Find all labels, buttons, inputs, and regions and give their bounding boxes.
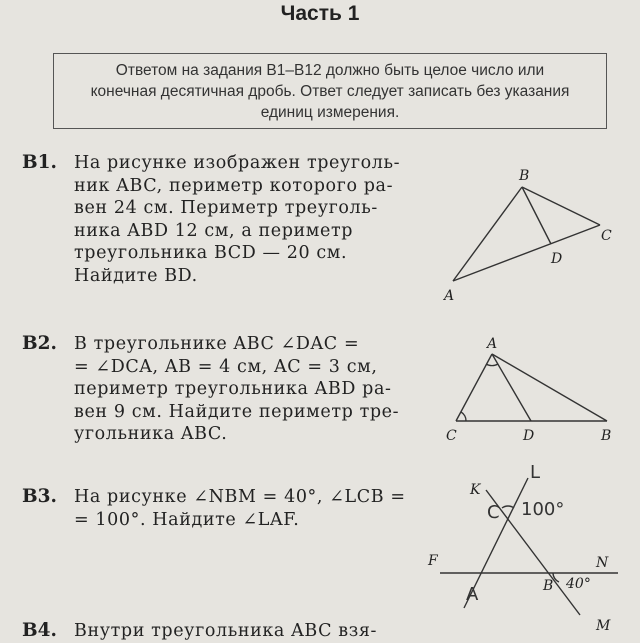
vertex-label: D bbox=[523, 428, 535, 444]
problem-line: Найдите BD. bbox=[74, 265, 198, 286]
problem-number: B3. bbox=[22, 486, 57, 507]
problem-number: B2. bbox=[22, 333, 57, 354]
problem-line: На рисунке ∠NBM = 40°, ∠LCB = bbox=[74, 487, 406, 507]
instructions-line: Ответом на задания В1–В12 должно быть целое число или bbox=[115, 62, 545, 79]
point-label: N bbox=[596, 555, 609, 571]
point-label: K bbox=[470, 482, 481, 498]
problem-line: Внутри треугольника ABC взя- bbox=[74, 621, 378, 641]
problem-line: На рисунке изображен треуголь- bbox=[74, 153, 401, 173]
problem-line: = ∠DCA, AB = 4 см, AC = 3 см, bbox=[74, 356, 378, 377]
vertex-label: C bbox=[446, 428, 457, 444]
problem-line: периметр треугольника ABD ра- bbox=[74, 379, 392, 399]
vertex-label: A bbox=[487, 336, 498, 352]
point-label: B bbox=[543, 578, 554, 594]
angle-label: 100° bbox=[521, 499, 565, 520]
page-title: Часть 1 bbox=[280, 2, 360, 25]
point-label: M bbox=[596, 618, 611, 634]
vertex-label: B bbox=[601, 428, 612, 444]
problem-text bbox=[74, 620, 377, 643]
vertex-label: A bbox=[444, 288, 455, 304]
point-label: C bbox=[487, 502, 500, 523]
problem-line: вен 9 см. Найдите периметр тре- bbox=[74, 401, 400, 422]
angle-mark-c bbox=[502, 506, 514, 508]
problem-number: B1. bbox=[22, 152, 57, 173]
angle-label: 40° bbox=[566, 576, 591, 592]
point-label: A bbox=[466, 584, 479, 605]
instructions-line: единиц измерения. bbox=[260, 104, 400, 121]
instructions-line: конечная десятичная дробь. Ответ следует записать без указания bbox=[90, 83, 570, 100]
problem-line: треугольника BCD — 20 см. bbox=[74, 243, 348, 263]
point-label: F bbox=[428, 553, 438, 569]
vertex-label: D bbox=[551, 251, 563, 267]
problem-line: ника ABD 12 см, а периметр bbox=[74, 220, 354, 241]
problem-line: угольника ABC. bbox=[74, 424, 228, 444]
problem-line: ник ABC, периметр которого ра- bbox=[74, 175, 394, 196]
problem-line: В треугольнике ABC ∠DAC = bbox=[74, 334, 360, 354]
point-label: L bbox=[530, 462, 541, 483]
vertex-label: C bbox=[601, 228, 612, 244]
problem-number: B4. bbox=[22, 620, 57, 641]
vertex-label: B bbox=[519, 168, 530, 184]
problem-line: = 100°. Найдите ∠LAF. bbox=[74, 509, 300, 530]
problem-line: вен 24 см. Периметр треуголь- bbox=[74, 198, 378, 218]
